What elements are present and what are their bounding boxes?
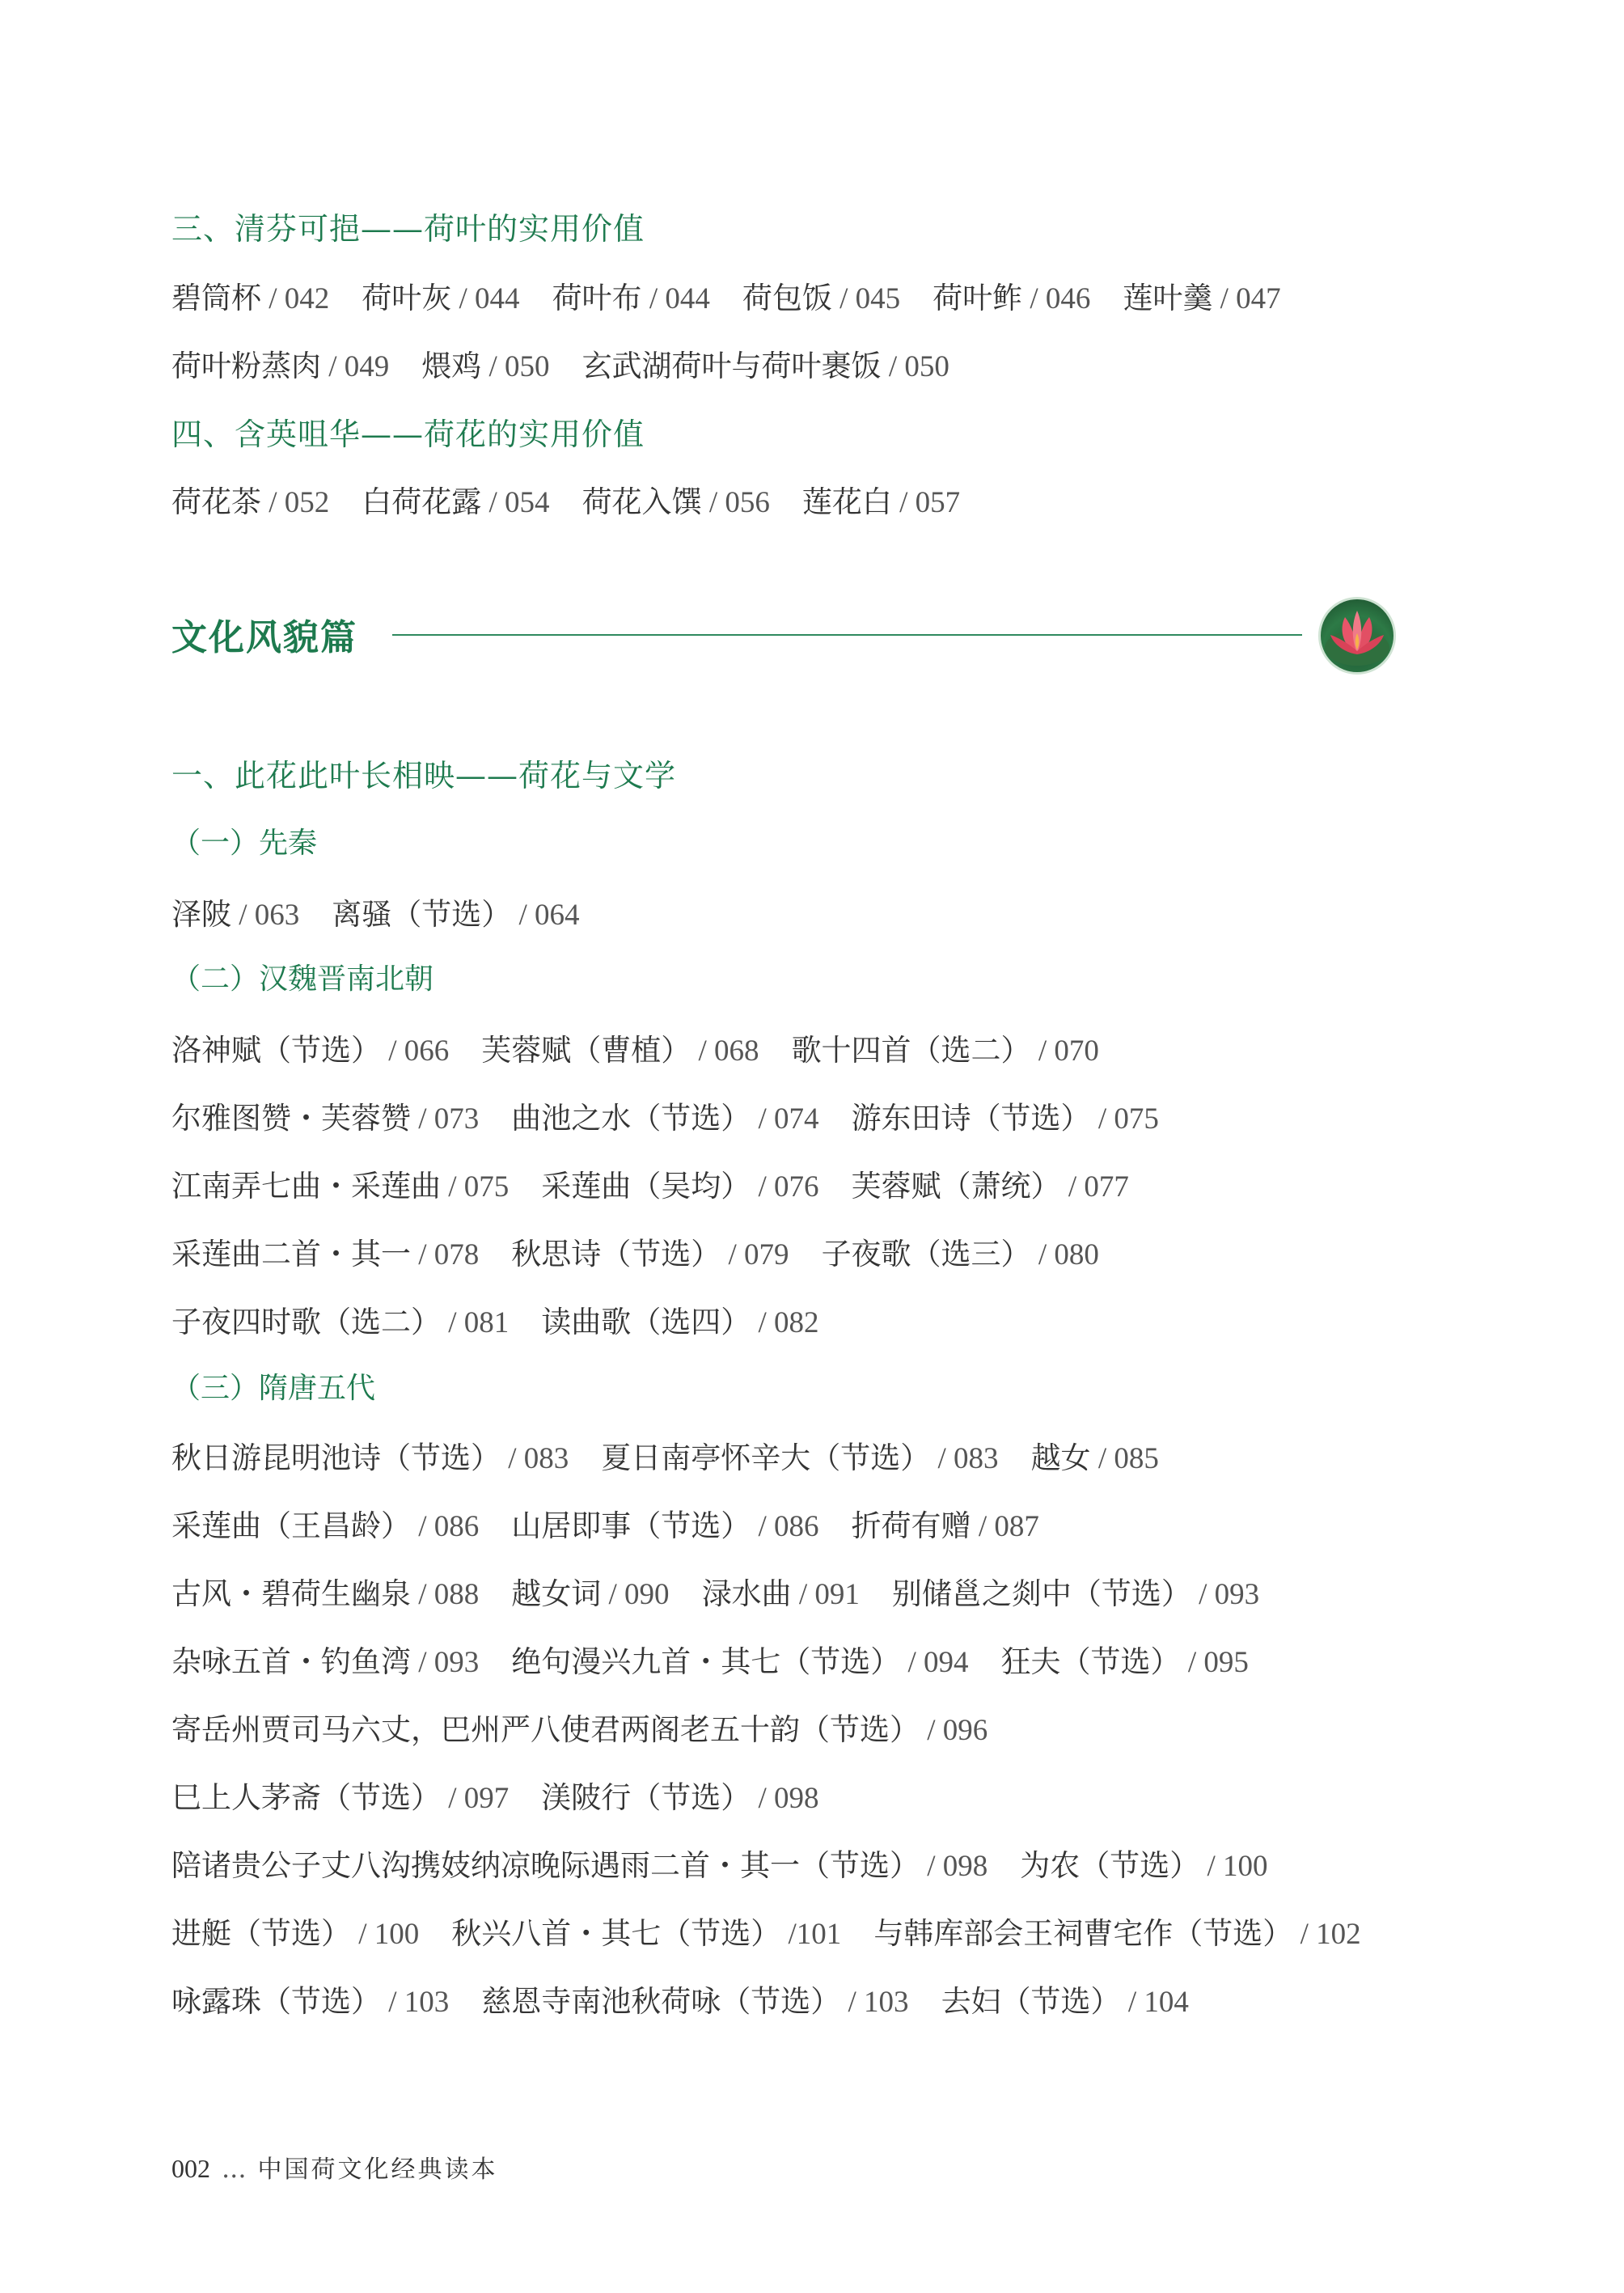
toc-entry-title: 荷花入馔 <box>582 484 702 519</box>
toc-entry <box>1020 1848 1267 1883</box>
page-footer <box>171 2149 498 2185</box>
toc-entry <box>171 1712 988 1747</box>
toc-entry-title: 越女 <box>1030 1441 1091 1475</box>
toc-entry <box>601 1441 998 1475</box>
toc-entry-title: 芙蓉赋（萧统） <box>851 1169 1061 1204</box>
toc-entry-title: 莲叶羹 <box>1123 281 1213 315</box>
toc-row <box>171 1026 1099 1069</box>
toc-entry-title: 煨鸡 <box>421 349 482 383</box>
toc-entry-title: 采莲曲（王昌龄） <box>171 1508 411 1543</box>
toc-entry <box>852 1101 1159 1136</box>
toc-entry-page: / 086 <box>751 1510 819 1543</box>
toc-entry <box>171 1984 449 2019</box>
toc-entry <box>873 1916 1360 1951</box>
toc-entry <box>362 281 519 315</box>
toc-entry <box>362 484 549 519</box>
toc-entry-page: / 068 <box>691 1034 759 1068</box>
toc-entry <box>171 897 299 932</box>
toc-entry-page: / 042 <box>261 282 330 315</box>
toc-entry <box>511 1237 789 1271</box>
toc-entry-page: / 049 <box>321 350 390 383</box>
toc-entry-page: / 044 <box>451 282 520 315</box>
toc-entry-title: 绝句漫兴九首・其七（节选） <box>511 1644 901 1679</box>
toc-entry-title: 曲池之水（节选） <box>511 1101 751 1136</box>
toc-entry-title: 泽陂 <box>171 897 231 932</box>
toc-entry-page: / 050 <box>481 350 550 383</box>
toc-entry-page: / 094 <box>900 1646 969 1679</box>
toc-row <box>171 1569 1259 1613</box>
toc-entry <box>171 1780 509 1815</box>
toc-entry-page: /101 <box>780 1918 842 1951</box>
toc-row <box>171 477 960 521</box>
toc-entry <box>171 1169 509 1204</box>
toc-entry-title: 荷叶粉蒸肉 <box>171 349 321 383</box>
subsection-heading: （二）汉魏晋南北朝 <box>171 962 434 996</box>
toc-entry <box>582 349 949 383</box>
toc-entry-title: 秋兴八首・其七（节选） <box>451 1916 781 1951</box>
toc-entry-page: / 057 <box>891 486 961 519</box>
toc-entry-title: 陪诸贵公子丈八沟携妓纳凉晚际遇雨二首・其一（节选） <box>171 1848 920 1883</box>
toc-entry-title: 芙蓉赋（曹植） <box>481 1033 691 1068</box>
toc-entry-page: / 054 <box>481 486 550 519</box>
toc-row <box>171 1297 819 1341</box>
toc-entry <box>1031 1441 1159 1475</box>
toc-entry <box>171 1441 569 1475</box>
toc-entry <box>541 1780 818 1815</box>
toc-row <box>171 1094 1159 1137</box>
toc-entry-page: / 100 <box>351 1918 420 1951</box>
toc-entry <box>1123 281 1280 315</box>
toc-entry <box>511 1576 669 1611</box>
toc-entry-title: 别储邕之剡中（节选） <box>891 1576 1191 1611</box>
toc-entry-page: / 044 <box>641 282 710 315</box>
toc-entry-title: 夏日南亭怀辛大（节选） <box>601 1441 931 1475</box>
toc-entry <box>582 484 770 519</box>
toc-entry <box>852 1169 1129 1204</box>
toc-entry <box>822 1237 1099 1271</box>
toc-row <box>171 1637 1249 1681</box>
toc-entry-title: 游东田诗（节选） <box>851 1101 1091 1136</box>
toc-entry-title: 秋日游昆明池诗（节选） <box>171 1441 501 1475</box>
toc-entry <box>742 281 900 315</box>
toc-entry-page: / 046 <box>1022 282 1091 315</box>
toc-entry-title: 子夜四时歌（选二） <box>171 1305 441 1339</box>
toc-row <box>171 1977 1189 2020</box>
toc-entry <box>171 1508 479 1543</box>
toc-entry-page: / 102 <box>1292 1918 1361 1951</box>
lotus-flower-icon <box>1318 597 1396 675</box>
toc-entry <box>451 1916 841 1951</box>
toc-entry <box>171 1644 479 1679</box>
toc-entry-page: / 050 <box>881 350 949 383</box>
toc-entry-page: / 052 <box>261 486 330 519</box>
chapter-heading-1: 一、此花此叶长相映——荷花与文学 <box>171 758 677 793</box>
toc-entry-page: / 082 <box>751 1306 819 1339</box>
toc-entry <box>171 484 329 519</box>
toc-entry <box>552 281 710 315</box>
toc-entry-title: 山居即事（节选） <box>511 1508 751 1543</box>
toc-entry <box>171 1101 479 1136</box>
toc-entry-page: / 080 <box>1030 1238 1099 1271</box>
toc-entry-page: / 064 <box>511 899 580 932</box>
toc-entry <box>941 1984 1189 2019</box>
toc-entry-page: / 081 <box>441 1306 510 1339</box>
toc-entry-page: / 103 <box>381 1986 450 2019</box>
toc-entry-title: 折荷有赠 <box>851 1508 971 1543</box>
toc-entry <box>511 1644 968 1679</box>
toc-entry <box>892 1576 1259 1611</box>
toc-row <box>171 1841 1268 1885</box>
toc-entry <box>171 1916 419 1951</box>
toc-entry-title: 玄武湖荷叶与荷叶裹饭 <box>582 349 882 383</box>
toc-row <box>171 1705 988 1749</box>
toc-entry-title: 为农（节选） <box>1020 1848 1200 1883</box>
toc-entry-title: 碧筒杯 <box>171 281 261 315</box>
toc-entry-title: 巳上人茅斋（节选） <box>171 1780 441 1815</box>
toc-entry-page: / 097 <box>441 1782 510 1815</box>
toc-row <box>171 341 949 385</box>
toc-entry-page: / 078 <box>411 1238 480 1271</box>
toc-entry <box>792 1033 1099 1068</box>
toc-entry-title: 歌十四首（选二） <box>791 1033 1031 1068</box>
toc-entry-title: 越女词 <box>511 1576 602 1611</box>
subsection-heading: （三）隋唐五代 <box>171 1372 376 1405</box>
toc-entry-title: 读曲歌（选四） <box>541 1305 751 1339</box>
toc-entry-page: / 047 <box>1212 282 1281 315</box>
toc-entry <box>933 281 1090 315</box>
toc-entry-page: / 103 <box>840 1986 909 2019</box>
toc-entry <box>171 349 389 383</box>
page-number: 002 <box>171 2154 210 2183</box>
toc-entry-title: 渌水曲 <box>701 1576 792 1611</box>
toc-entry-title: 古风・碧荷生幽泉 <box>171 1576 411 1611</box>
toc-entry-page: / 086 <box>411 1510 480 1543</box>
toc-entry <box>511 1101 818 1136</box>
toc-entry-page: / 076 <box>751 1170 819 1204</box>
toc-entry-title: 与韩库部会王祠曹宅作（节选） <box>873 1916 1293 1951</box>
toc-entry-page: / 091 <box>791 1578 860 1611</box>
toc-entry-page: / 104 <box>1120 1986 1189 2019</box>
toc-entry-page: / 045 <box>831 282 901 315</box>
toc-entry-title: 渼陂行（节选） <box>541 1780 751 1815</box>
part-title: 文化风貌篇 <box>171 617 357 658</box>
toc-entry <box>171 1237 479 1271</box>
toc-row <box>171 890 580 933</box>
toc-entry-page: / 066 <box>381 1034 450 1068</box>
toc-entry <box>171 1576 479 1611</box>
toc-entry-title: 采莲曲（吴均） <box>541 1169 751 1204</box>
toc-entry-title: 采莲曲二首・其一 <box>171 1237 411 1271</box>
toc-entry-page: / 070 <box>1030 1034 1099 1068</box>
subsection-heading: （一）先秦 <box>171 827 318 860</box>
toc-entry-page: / 100 <box>1199 1850 1268 1883</box>
toc-entry-title: 荷叶鲊 <box>933 281 1023 315</box>
toc-entry <box>171 1305 509 1339</box>
toc-entry-page: / 079 <box>721 1238 789 1271</box>
toc-entry-title: 咏露珠（节选） <box>171 1984 381 2019</box>
toc-entry <box>702 1576 860 1611</box>
toc-entry-page: / 093 <box>411 1646 480 1679</box>
toc-entry <box>332 897 579 932</box>
footer-dots: ... <box>222 2153 247 2184</box>
toc-entry-title: 去妇（节选） <box>941 1984 1121 2019</box>
toc-entry-title: 荷叶灰 <box>362 281 452 315</box>
toc-entry-title: 洛神赋（节选） <box>171 1033 381 1068</box>
toc-entry-page: / 098 <box>751 1782 819 1815</box>
toc-row <box>171 1161 1129 1205</box>
toc-entry-title: 狂夫（节选） <box>1000 1644 1181 1679</box>
toc-row <box>171 1433 1159 1477</box>
toc-entry-title: 江南弄七曲・采莲曲 <box>171 1169 441 1204</box>
toc-entry-page: / 075 <box>1090 1102 1159 1136</box>
toc-entry-title: 进艇（节选） <box>171 1916 351 1951</box>
toc-entry-page: / 096 <box>920 1714 988 1747</box>
toc-entry <box>481 1984 908 2019</box>
toc-entry <box>852 1508 1039 1543</box>
toc-entry-title: 尔雅图赞・芙蓉赞 <box>171 1101 411 1136</box>
toc-entry <box>511 1508 818 1543</box>
toc-entry-page: / 075 <box>441 1170 510 1204</box>
toc-row <box>171 1773 819 1817</box>
toc-entry-page: / 083 <box>930 1442 999 1475</box>
toc-entry <box>481 1033 759 1068</box>
toc-entry-title: 白荷花露 <box>362 484 482 519</box>
toc-entry-title: 慈恩寺南池秋荷咏（节选） <box>481 1984 841 2019</box>
book-title: 中国荷文化经典读本 <box>257 2156 498 2184</box>
toc-entry-page: / 083 <box>501 1442 569 1475</box>
section-heading-4: 四、含英咀华——荷花的实用价值 <box>171 417 645 452</box>
toc-entry-page: / 056 <box>701 486 770 519</box>
toc-entry-page: / 098 <box>920 1850 988 1883</box>
toc-entry <box>171 281 329 315</box>
toc-entry-page: / 063 <box>231 899 300 932</box>
toc-entry-title: 寄岳州贾司马六丈，巴州严八使君两阁老五十韵（节选） <box>171 1712 920 1747</box>
toc-entry-title: 荷叶布 <box>552 281 642 315</box>
toc-entry-title: 子夜歌（选三） <box>821 1237 1031 1271</box>
section-heading-3: 三、清芬可挹——荷叶的实用价值 <box>171 211 645 247</box>
toc-entry <box>421 349 549 383</box>
toc-row <box>171 273 1281 317</box>
toc-entry <box>171 1033 449 1068</box>
toc-entry-title: 荷包饭 <box>742 281 832 315</box>
toc-entry <box>802 484 960 519</box>
toc-row <box>171 1229 1099 1273</box>
toc-entry-title: 秋思诗（节选） <box>511 1237 721 1271</box>
toc-row <box>171 1501 1039 1545</box>
toc-entry <box>541 1305 818 1339</box>
toc-entry-page: / 087 <box>971 1510 1039 1543</box>
toc-entry-title: 荷花茶 <box>171 484 261 519</box>
toc-entry-page: / 088 <box>411 1578 480 1611</box>
toc-entry-page: / 093 <box>1191 1578 1260 1611</box>
toc-entry-page: / 095 <box>1180 1646 1249 1679</box>
toc-entry-page: / 074 <box>751 1102 819 1136</box>
toc-entry-title: 离骚（节选） <box>332 897 512 932</box>
part-divider <box>392 634 1302 636</box>
toc-entry-page: / 090 <box>601 1578 670 1611</box>
toc-row <box>171 1909 1361 1952</box>
toc-entry-title: 莲花白 <box>801 484 892 519</box>
toc-entry-page: / 073 <box>411 1102 480 1136</box>
toc-entry-title: 杂咏五首・钓鱼湾 <box>171 1644 411 1679</box>
toc-entry-page: / 085 <box>1090 1442 1159 1475</box>
toc-entry <box>541 1169 818 1204</box>
toc-entry <box>1001 1644 1249 1679</box>
toc-entry <box>171 1848 988 1883</box>
toc-entry-page: / 077 <box>1060 1170 1129 1204</box>
